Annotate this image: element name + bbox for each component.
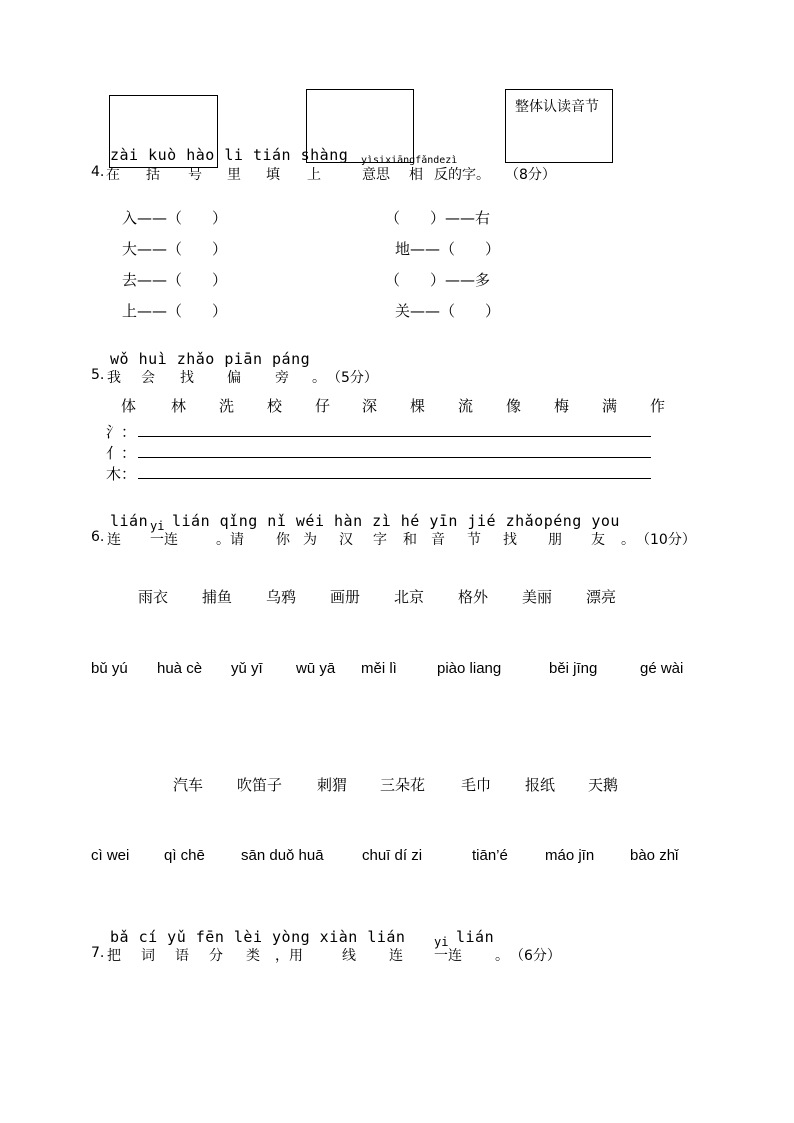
q6-word: 北京 [394, 588, 425, 606]
answer-line [138, 457, 651, 458]
q6-pinyin-word: bào zhǐ [630, 847, 679, 864]
q7-pinyin-small: yi [434, 935, 449, 949]
q6-word: 画册 [330, 588, 361, 606]
q6-char: 字 [373, 532, 387, 548]
q7-char: 一连 [434, 948, 462, 964]
q7-pinyin-part: bǎ cí yǔ fēn lèi yòng xiàn lián [110, 928, 406, 946]
q7-score: （6分） [510, 948, 561, 964]
q4-left-item: 入——（ ） [122, 209, 228, 227]
q6-pinyin-word: piào liang [437, 660, 502, 677]
whole-syllable-label: 整体认读音节 [515, 99, 599, 115]
q6-pinyin-word: měi lì [361, 660, 397, 677]
q6-pinyin-word: běi jīng [549, 660, 598, 677]
q5-char: 偏 [227, 370, 241, 386]
q7-pinyin-part: lián [456, 928, 495, 946]
answer-line [138, 436, 651, 437]
q6-word: 格外 [458, 588, 489, 606]
q5-word: 深 [362, 397, 378, 415]
q6-word: 报纸 [525, 776, 556, 794]
q4-right-item: 关——（ ） [395, 302, 501, 320]
q6-char: 连 [107, 532, 121, 548]
whole-syllable-box [505, 89, 613, 163]
q6-char: 节 [467, 532, 481, 548]
q6-pinyin-word: huà cè [157, 660, 203, 677]
q7-char: 。 [495, 948, 509, 964]
q5-score: （5分） [327, 370, 378, 386]
q6-word: 美丽 [522, 588, 553, 606]
q4-right-item: 地——（ ） [395, 240, 501, 258]
q4-char: 在 [106, 167, 120, 183]
q4-pinyin-small: yìsixiāngfǎndezì [361, 155, 458, 166]
q6-char: 一连 [150, 532, 178, 548]
q4-char: 填 [266, 167, 280, 183]
q5-char: 找 [180, 370, 194, 386]
q4-char: 反的字。 [434, 167, 490, 183]
q6-word: 捕鱼 [202, 588, 233, 606]
q6-word: 三朵花 [380, 776, 426, 794]
q6-pinyin-word: wū yā [296, 660, 336, 677]
q6-char: 音 [431, 532, 445, 548]
q4-number: 4. [91, 164, 105, 180]
q6-word: 吹笛子 [237, 776, 283, 794]
q6-pinyin-word: yǔ yī [231, 660, 263, 677]
q6-pinyin-small: yi [150, 519, 165, 533]
q7-char: 词 [141, 948, 155, 964]
q6-pinyin-word: chuī dí zi [362, 847, 423, 864]
q5-word: 洗 [219, 397, 235, 415]
q5-word: 仔 [315, 397, 331, 415]
q5-word: 流 [458, 397, 474, 415]
q7-number: 7. [91, 945, 105, 961]
q6-pinyin-part: lián qǐng nǐ wéi hàn zì hé yīn jié zhǎopéng you [172, 512, 620, 530]
q6-pinyin-word: bǔ yú [91, 660, 128, 677]
q6-word: 乌鸦 [266, 588, 297, 606]
q7-char: 语 [175, 948, 189, 964]
q6-char: 朋 [548, 532, 562, 548]
q6-pinyin-word: cì wei [91, 847, 130, 864]
q6-word: 毛巾 [461, 776, 492, 794]
q7-char: 类 [246, 948, 260, 964]
q5-number: 5. [91, 367, 105, 383]
q4-left-item: 上——（ ） [122, 302, 228, 320]
q6-char: 友 [591, 532, 605, 548]
q5-word: 林 [171, 397, 187, 415]
q6-char: 你 [276, 532, 290, 548]
q6-char: 汉 [339, 532, 353, 548]
q6-pinyin-word: tiān’é [472, 847, 508, 864]
q6-char: 找 [503, 532, 517, 548]
q5-char: 旁 [275, 370, 289, 386]
q5-word: 体 [121, 397, 137, 415]
q4-char: 里 [227, 167, 241, 183]
q5-pinyin: wǒ huì zhǎo piān páng [110, 350, 311, 368]
q4-char: 号 [188, 167, 202, 183]
q6-pinyin-word: máo jīn [545, 847, 595, 864]
q6-word: 漂亮 [586, 588, 617, 606]
q7-char: 连 [389, 948, 403, 964]
q6-pinyin-word: sān duǒ huā [241, 847, 324, 864]
q6-char: 和 [403, 532, 417, 548]
q6-char: 。请 [216, 532, 244, 548]
q5-word: 校 [267, 397, 283, 415]
q6-word: 天鹅 [588, 776, 619, 794]
radical-label: 氵： [106, 423, 137, 441]
q6-word: 刺猬 [317, 776, 348, 794]
q5-word: 满 [602, 397, 618, 415]
q7-char: 分 [209, 948, 223, 964]
q4-char: 括 [146, 167, 160, 183]
q4-char: 意思 [362, 167, 390, 183]
radical-label: 木： [106, 465, 137, 483]
q6-score: （10分） [636, 532, 696, 548]
q4-score: （8分） [505, 167, 556, 183]
q7-char: 线 [342, 948, 356, 964]
q4-right-item: （ ）——多 [385, 271, 491, 289]
q5-word: 棵 [410, 397, 426, 415]
q6-pinyin-part: lián [110, 512, 149, 530]
q4-right-item: （ ）——右 [385, 209, 491, 227]
q6-char: 为 [303, 532, 317, 548]
q4-pinyin: zài kuò hào li tián shàng [110, 146, 349, 164]
q5-word: 作 [650, 397, 666, 415]
q4-char: 上 [307, 167, 321, 183]
q7-char: 把 [107, 948, 121, 964]
q6-word: 雨衣 [138, 588, 169, 606]
q5-char: 。 [312, 370, 326, 386]
radical-label: 亻： [106, 444, 137, 462]
q4-left-item: 大——（ ） [122, 240, 228, 258]
q4-char: 相 [409, 167, 423, 183]
q5-char: 会 [141, 370, 155, 386]
q6-word: 汽车 [173, 776, 204, 794]
q5-word: 像 [506, 397, 522, 415]
q5-word: 梅 [554, 397, 570, 415]
q7-char: ，用 [275, 948, 303, 964]
q6-number: 6. [91, 529, 105, 545]
q5-char: 我 [107, 370, 121, 386]
q4-left-item: 去——（ ） [122, 271, 228, 289]
q6-pinyin-word: qì chē [164, 847, 205, 864]
answer-line [138, 478, 651, 479]
q6-pinyin-word: gé wài [640, 660, 684, 677]
q6-char: 。 [621, 532, 635, 548]
